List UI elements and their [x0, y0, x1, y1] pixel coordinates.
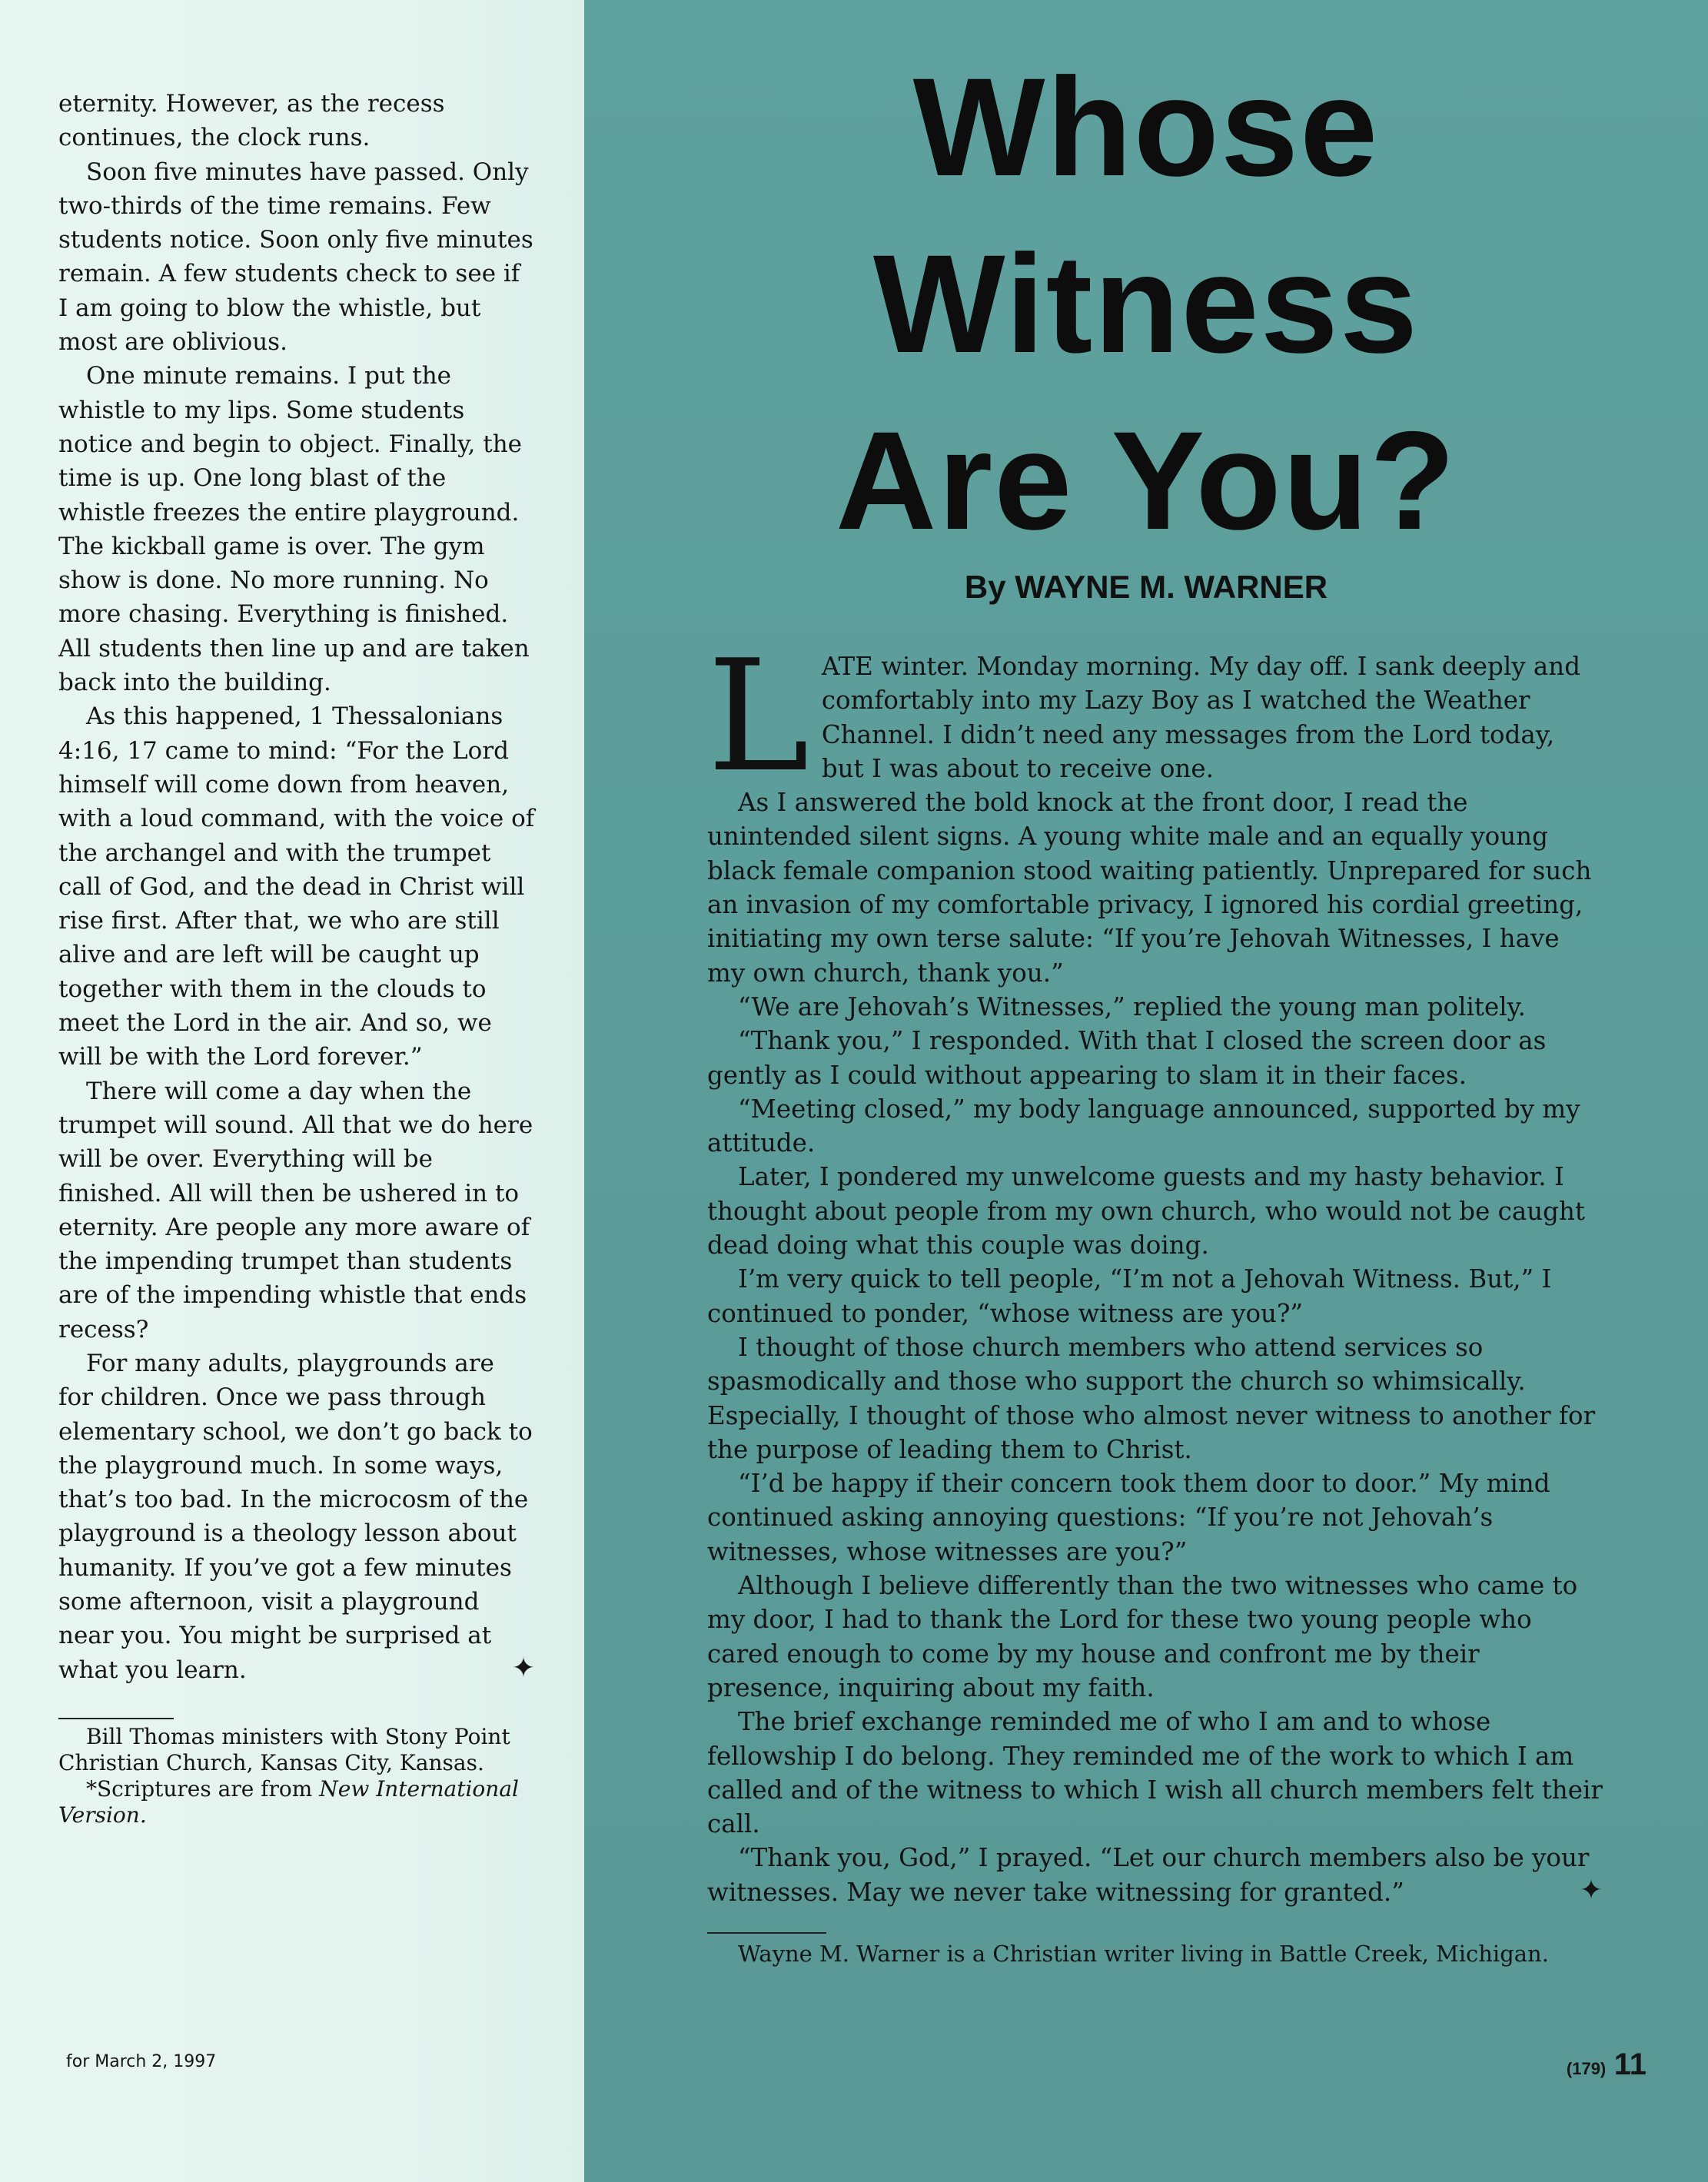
drop-cap: L [707, 627, 809, 806]
body-paragraph: As I answered the bold knock at the front door, I read the unintended silent signs. A young white male and an equally young black female companion stood waiting patiently. Unprepared for such an invasion of my comfortable privacy, I ignored his cordial greeting, initiating my own terse salute: “If you’re Jehovah Witnesses, I have my own church, thank you.” [707, 788, 1592, 988]
scripture-version: New International Version. [58, 1775, 519, 1828]
byline: By WAYNE M. WARNER [964, 569, 1328, 605]
body-paragraph: There will come a day when the trumpet will sound. All that we do here will be over. Everything will be finished. All will then be ushered in to eternity. Are people any more aware of the impending trumpet than students are of the impending whistle that ends recess? [58, 1077, 533, 1343]
scripture-note-prefix: *Scriptures are from [86, 1775, 320, 1802]
title-line: Witness [872, 225, 1420, 382]
body-paragraph: I’m very quick to tell people, “I’m not a Jehovah Witness. But,” I continued to ponder, “whose witness are you?” [707, 1264, 1552, 1328]
title-line: Are You? [835, 402, 1457, 559]
lead-paragraph [707, 627, 1603, 806]
body-paragraph: “We are Jehovah’s Witnesses,” replied the young man politely. [738, 991, 1526, 1021]
page-folio [1567, 2047, 1647, 2082]
end-mark-icon: ✦ [1579, 1874, 1603, 1906]
body-paragraph: “Thank you,” I responded. With that I closed the screen door as gently as I could without appearing to slam it in their faces. [707, 1026, 1547, 1090]
end-mark-icon: ✦ [511, 1652, 535, 1684]
body-paragraph: “Meeting closed,” my body language announced, supported by my attitude. [707, 1094, 1580, 1158]
body-paragraph: Soon five minutes have passed. Only two-thirds of the time remains. Few students notice. Soon only five minutes remain. A few students check to see if I am going to blow the whistle, but most are oblivious. [58, 158, 533, 357]
previous-article-continuation [58, 87, 535, 1828]
footnote-divider [58, 1718, 174, 1719]
issue-date-footer: for March 2, 1997 [66, 2052, 217, 2071]
body-paragraph: One minute remains. I put the whistle to my lips. Some students notice and begin to object. Finally, the time is up. One long blast of the whistle freezes the entire playground. The kickball game is over. The gym show is done. No more running. No more chasing. Everything is finished. All students then line up and are taken back into the building. [58, 362, 530, 697]
page-number: 11 [1613, 2047, 1647, 2081]
body-paragraph: “I’d be happy if their concern took them door to door.” My mind continued asking annoying questions: “If you’re not Jehovah’s witnesses, whose witnesses are you?” [707, 1469, 1550, 1566]
title-line: Whose [912, 48, 1380, 205]
author-bio: Wayne M. Warner is a Christian writer living in Battle Creek, Michigan. [738, 1940, 1549, 1967]
author-note: Bill Thomas ministers with Stony Point Christian Church, Kansas City, Kansas. [58, 1723, 510, 1775]
article-title [584, 38, 1708, 569]
lead-text: ATE winter. Monday morning. My day off. I sank deeply and comfortably into my Lazy Boy as I watched the Weather Channel. I didn’t need any messages from the Lord today, but I was about to receive one. [821, 652, 1581, 783]
body-paragraph: I thought of those church members who attend services so spasmodically and those who support the church so whimsically. Especially, I thought of those who almost never witness to another for the purpose of leading them to Christ. [707, 1332, 1596, 1464]
bio-divider [707, 1932, 826, 1934]
body-paragraph: The brief exchange reminded me of who I am and to whose fellowship I do belong. They reminded me of the work to which I am called and of the witness to which I wish all church members felt their call. [707, 1707, 1603, 1839]
body-paragraph [58, 1347, 535, 1687]
body-paragraph [707, 1841, 1603, 1909]
scripture-note [58, 1776, 535, 1828]
body-paragraph: Later, I pondered my unwelcome guests and my hasty behavior. I thought about people from my own church, who would not be caught dead doing what this couple was doing. [707, 1162, 1585, 1260]
body-paragraph: eternity. However, as the recess continues, the clock runs. [58, 90, 445, 152]
body-text: “Thank you, God,” I prayed. “Let our church members also be your witnesses. May we never take witnessing for granted.” [707, 1843, 1590, 1907]
body-paragraph: As this happened, 1 Thessalonians 4:16, 17 came to mind: “For the Lord himself will come down from heaven, with a loud command, with the voice of the archangel and with the trumpet call of God, and the dead in Christ will rise first. After that, we who are still alive and are left will be caught up together with them in the clouds to meet the Lord in the air. And so, we will be with the Lord forever.” [58, 702, 535, 1071]
body-paragraph: Although I believe differently than the two witnesses who came to my door, I had to thank the Lord for these two young people who cared enough to come by my house and confront me by their presence, inquiring about my faith. [707, 1571, 1578, 1702]
article-body [707, 627, 1603, 1968]
folio-code: (179) [1566, 2059, 1607, 2078]
body-text: For many adults, playgrounds are for children. Once we pass through elementary school, we don’t go back to the playground much. In some ways, that’s too bad. In the microcosm of the playground is a theology lesson about humanity. If you’ve got a few minutes some afternoon, visit a playground near you. You might be surprised at what you learn. [58, 1349, 533, 1684]
